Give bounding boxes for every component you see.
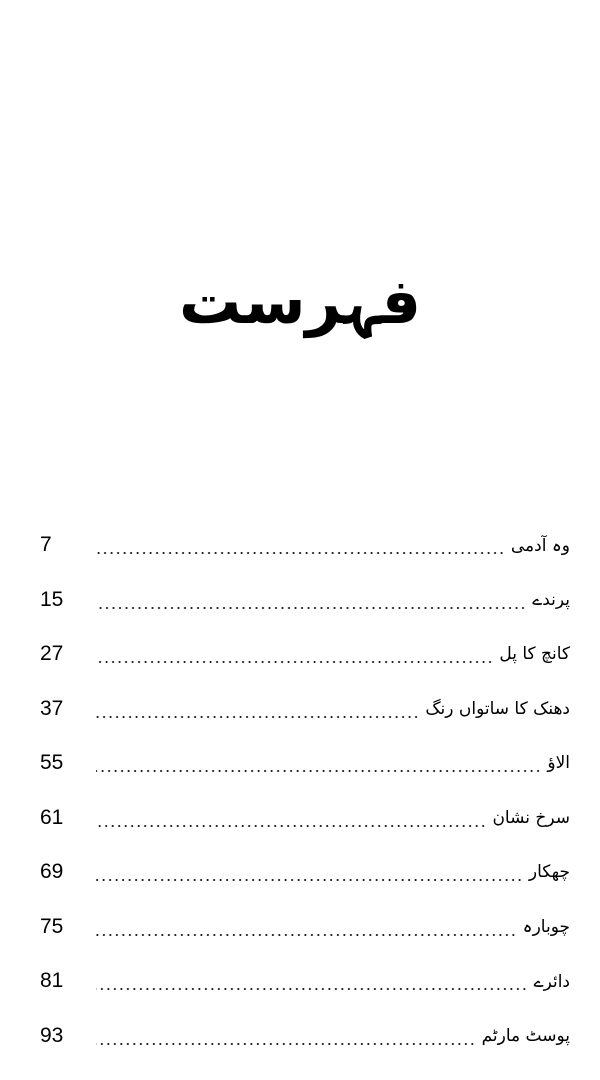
toc-entry[interactable] [40, 736, 570, 791]
toc-page-number: 7 [40, 533, 52, 557]
toc-leader-dots [96, 552, 505, 554]
toc-entry[interactable] [40, 954, 570, 1009]
toc-leader-dots [96, 1043, 476, 1045]
toc-leader-dots [96, 879, 523, 881]
toc-entry-title: چوبارہ [522, 917, 570, 938]
toc-entry-title: پرندے [532, 590, 570, 611]
toc-entry-title: دائرے [533, 971, 570, 992]
toc-entry[interactable] [40, 1009, 570, 1064]
table-of-contents [40, 518, 570, 1063]
toc-entry[interactable] [40, 518, 570, 573]
toc-entry[interactable] [40, 845, 570, 900]
toc-leader-dots [96, 716, 419, 718]
page-title: فہرست [178, 265, 422, 338]
toc-page-number: 27 [40, 642, 64, 666]
toc-leader-dots [96, 934, 517, 936]
toc-entry-title: چھکار [528, 862, 570, 883]
toc-entry[interactable] [40, 682, 570, 737]
toc-page-number: 15 [40, 587, 64, 611]
toc-leader-dots [96, 988, 528, 990]
toc-entry-title: وہ آدمی [510, 535, 570, 556]
toc-leader-dots [96, 825, 486, 827]
toc-leader-dots [96, 661, 493, 663]
toc-entry[interactable] [40, 900, 570, 955]
toc-entry-title: دھنک کا ساتواں رنگ [425, 698, 570, 719]
toc-entry-title: الاؤ [547, 753, 570, 774]
toc-entry[interactable] [40, 627, 570, 682]
toc-page-number: 75 [40, 914, 64, 938]
toc-entry-title: کانچ کا پل [499, 644, 570, 665]
toc-leader-dots [96, 770, 541, 772]
toc-page-number: 69 [40, 860, 64, 884]
toc-entry-title: سرخ نشان [492, 807, 570, 828]
toc-page-number: 81 [40, 969, 64, 993]
toc-leader-dots [96, 607, 526, 609]
toc-page-number: 55 [40, 751, 64, 775]
toc-entry[interactable] [40, 791, 570, 846]
toc-entry-title: پوسٹ مارٹم [481, 1025, 570, 1046]
toc-page-number: 37 [40, 696, 64, 720]
toc-page-number: 93 [40, 1023, 64, 1047]
toc-entry[interactable] [40, 573, 570, 628]
toc-page-number: 61 [40, 805, 64, 829]
